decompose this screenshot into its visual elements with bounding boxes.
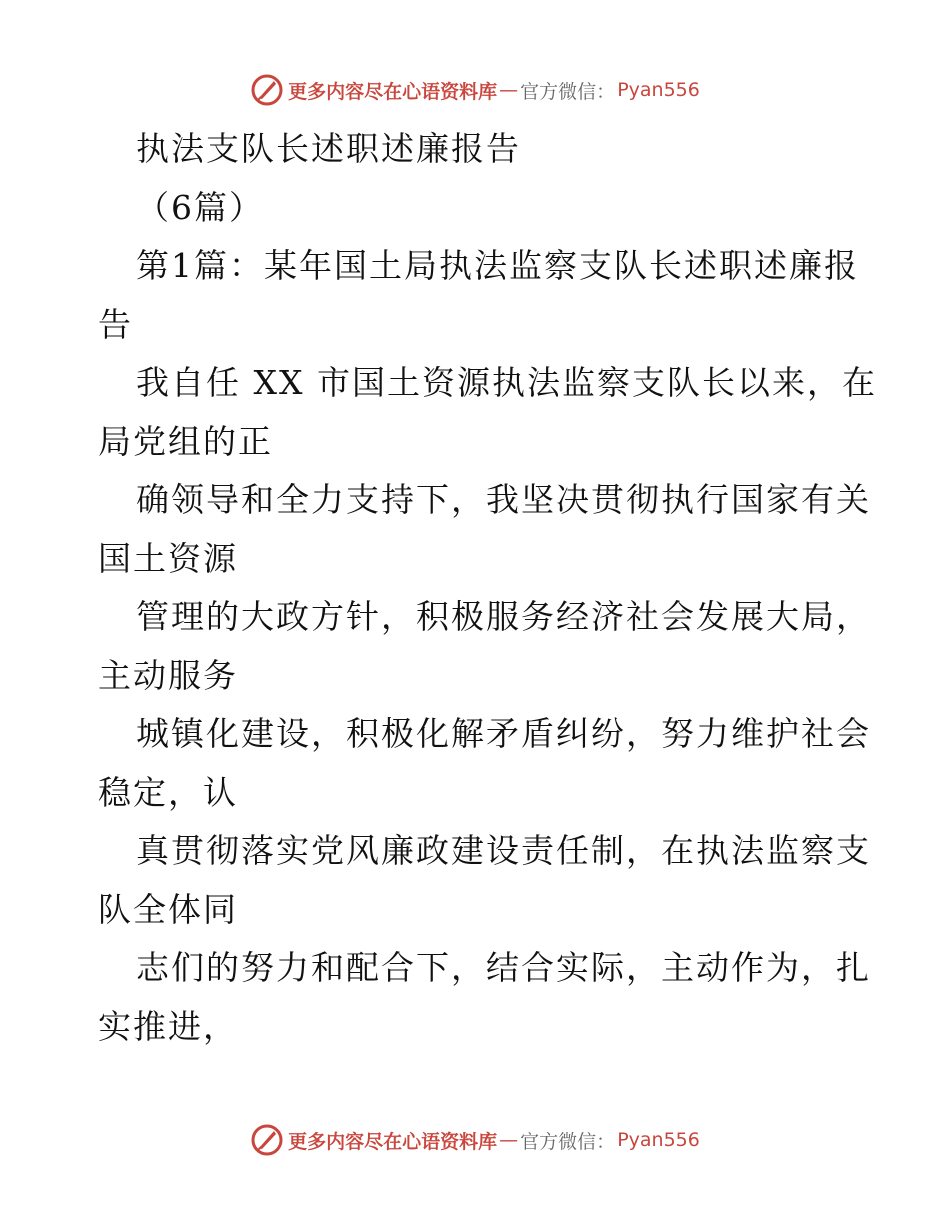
text-line: 确领导和全力支持下，我坚决贯彻执行国家有关 bbox=[136, 480, 871, 519]
footer-banner bbox=[0, 1120, 950, 1160]
text-line: 第1篇：某年国土局执法监察支队长述职述廉报 bbox=[136, 246, 859, 285]
text-line: 实推进， bbox=[98, 1006, 238, 1046]
text-line: （6篇） bbox=[136, 187, 264, 227]
banner-dash: — bbox=[499, 1129, 519, 1151]
text-line: 国土资源 bbox=[98, 538, 238, 578]
banner-wechat-id: Pyan556 bbox=[617, 1129, 700, 1151]
text-line: 告 bbox=[98, 304, 133, 344]
text-line: 志们的努力和配合下，结合实际，主动作为，扎 bbox=[136, 948, 871, 987]
banner-wechat-label: 官方微信： bbox=[520, 80, 616, 103]
quill-logo-icon bbox=[250, 73, 284, 107]
banner-dash: — bbox=[499, 79, 519, 101]
text-line: 队全体同 bbox=[98, 889, 238, 929]
text-line: 稳定，认 bbox=[98, 772, 238, 812]
text-line: 主动服务 bbox=[98, 655, 238, 695]
quill-logo-icon bbox=[250, 1123, 284, 1157]
text-line: 执法支队长述职述廉报告 bbox=[136, 129, 521, 168]
banner-site-name: 更多内容尽在心语资料库 bbox=[288, 80, 498, 103]
text-line: 我自任 XX 市国土资源执法监察支队长以来，在 bbox=[136, 363, 877, 402]
document-body bbox=[98, 120, 877, 1056]
text-line: 城镇化建设，积极化解矛盾纠纷，努力维护社会 bbox=[136, 714, 871, 753]
text-line: 真贯彻落实党风廉政建设责任制，在执法监察支 bbox=[136, 831, 871, 870]
banner-wechat-id: Pyan556 bbox=[617, 79, 700, 101]
text-line: 管理的大政方针，积极服务经济社会发展大局， bbox=[136, 597, 871, 636]
header-banner bbox=[0, 70, 950, 110]
text-line: 局党组的正 bbox=[98, 421, 273, 461]
banner-site-name: 更多内容尽在心语资料库 bbox=[288, 1130, 498, 1153]
banner-wechat-label: 官方微信： bbox=[520, 1130, 616, 1153]
